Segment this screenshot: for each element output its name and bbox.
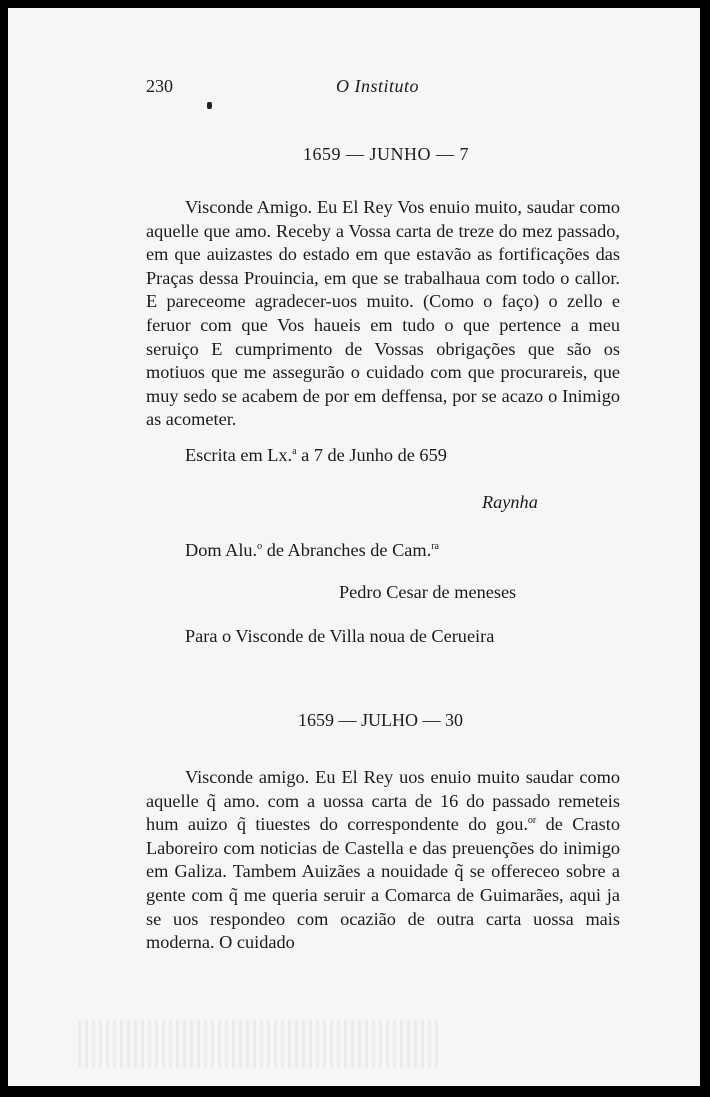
dom-prefix: Dom Alu. [185, 540, 258, 560]
letter1-addressee: Para o Visconde de Villa noua de Cerueira [185, 626, 495, 646]
page-number: 230 [146, 76, 173, 96]
written-suffix: a 7 de Junho de 659 [296, 445, 447, 465]
letter1-written-line [185, 445, 447, 466]
letter1-date-heading: 1659 — JUNHO — 7 [303, 144, 470, 164]
dom-sup1: o [257, 540, 263, 552]
ink-dot [207, 102, 212, 109]
letter2-body [146, 766, 620, 955]
letter1-body: Visconde Amigo. Eu El Rey Vos enuio muito, saudar como aquelle que amo. Receby a Vossa carta de treze do mez passado, em que auizastes do estado em que estavão as fortificações das Praças dessa Prouincia, em que se trabalhaua com todo o callor. E pareceome agradecer-uos muito. (Como o faço) o zello e feruor com que Vos haueis em tudo o que pertence a meu seruiço E cumprimento de Vossas obrigações que são os motiuos que me assegurão o cuidado com que procurareis, que muy sedo se acabem de por em deffensa, por se acazo o Inimigo as acometer. [146, 197, 620, 430]
written-sup: a [292, 445, 297, 457]
written-prefix: Escrita em Lx. [185, 445, 293, 465]
dom-middle: de Abranches de Cam. [262, 540, 432, 560]
letter2-body-sup: or [527, 815, 537, 827]
letter1-signature: Raynha [482, 492, 538, 512]
page-content [8, 8, 700, 1086]
letter1-dom-line [185, 540, 439, 561]
bleed-through-smudge [78, 1020, 438, 1068]
letter2-body-part1: Visconde amigo. Eu El Rey uos enuio muito saudar como aquelle q̃ amo. com a uossa carta de 16 do passado remeteis hum auizo q̃ tiuestes do correspondente do gou. [146, 767, 620, 835]
letter2-body-part2: de Crasto Laboreiro com noticias de Castella e das preuenções do inimigo em Galiza. Tambem Auizães a nouidade q̃ se offereceo sobre a gente com q̃ me queria seruir a Comarca de Guimarães, aqui ja se uos respondeo com ocazião de outra carta uossa mais moderna. O cuidado [146, 814, 621, 953]
running-title: O Instituto [336, 76, 420, 96]
letter1-secretary: Pedro Cesar de meneses [339, 582, 517, 602]
book-page [8, 8, 700, 1086]
letter2-date-heading: 1659 — JULHO — 30 [298, 710, 463, 730]
dom-sup2: ra [431, 540, 439, 552]
